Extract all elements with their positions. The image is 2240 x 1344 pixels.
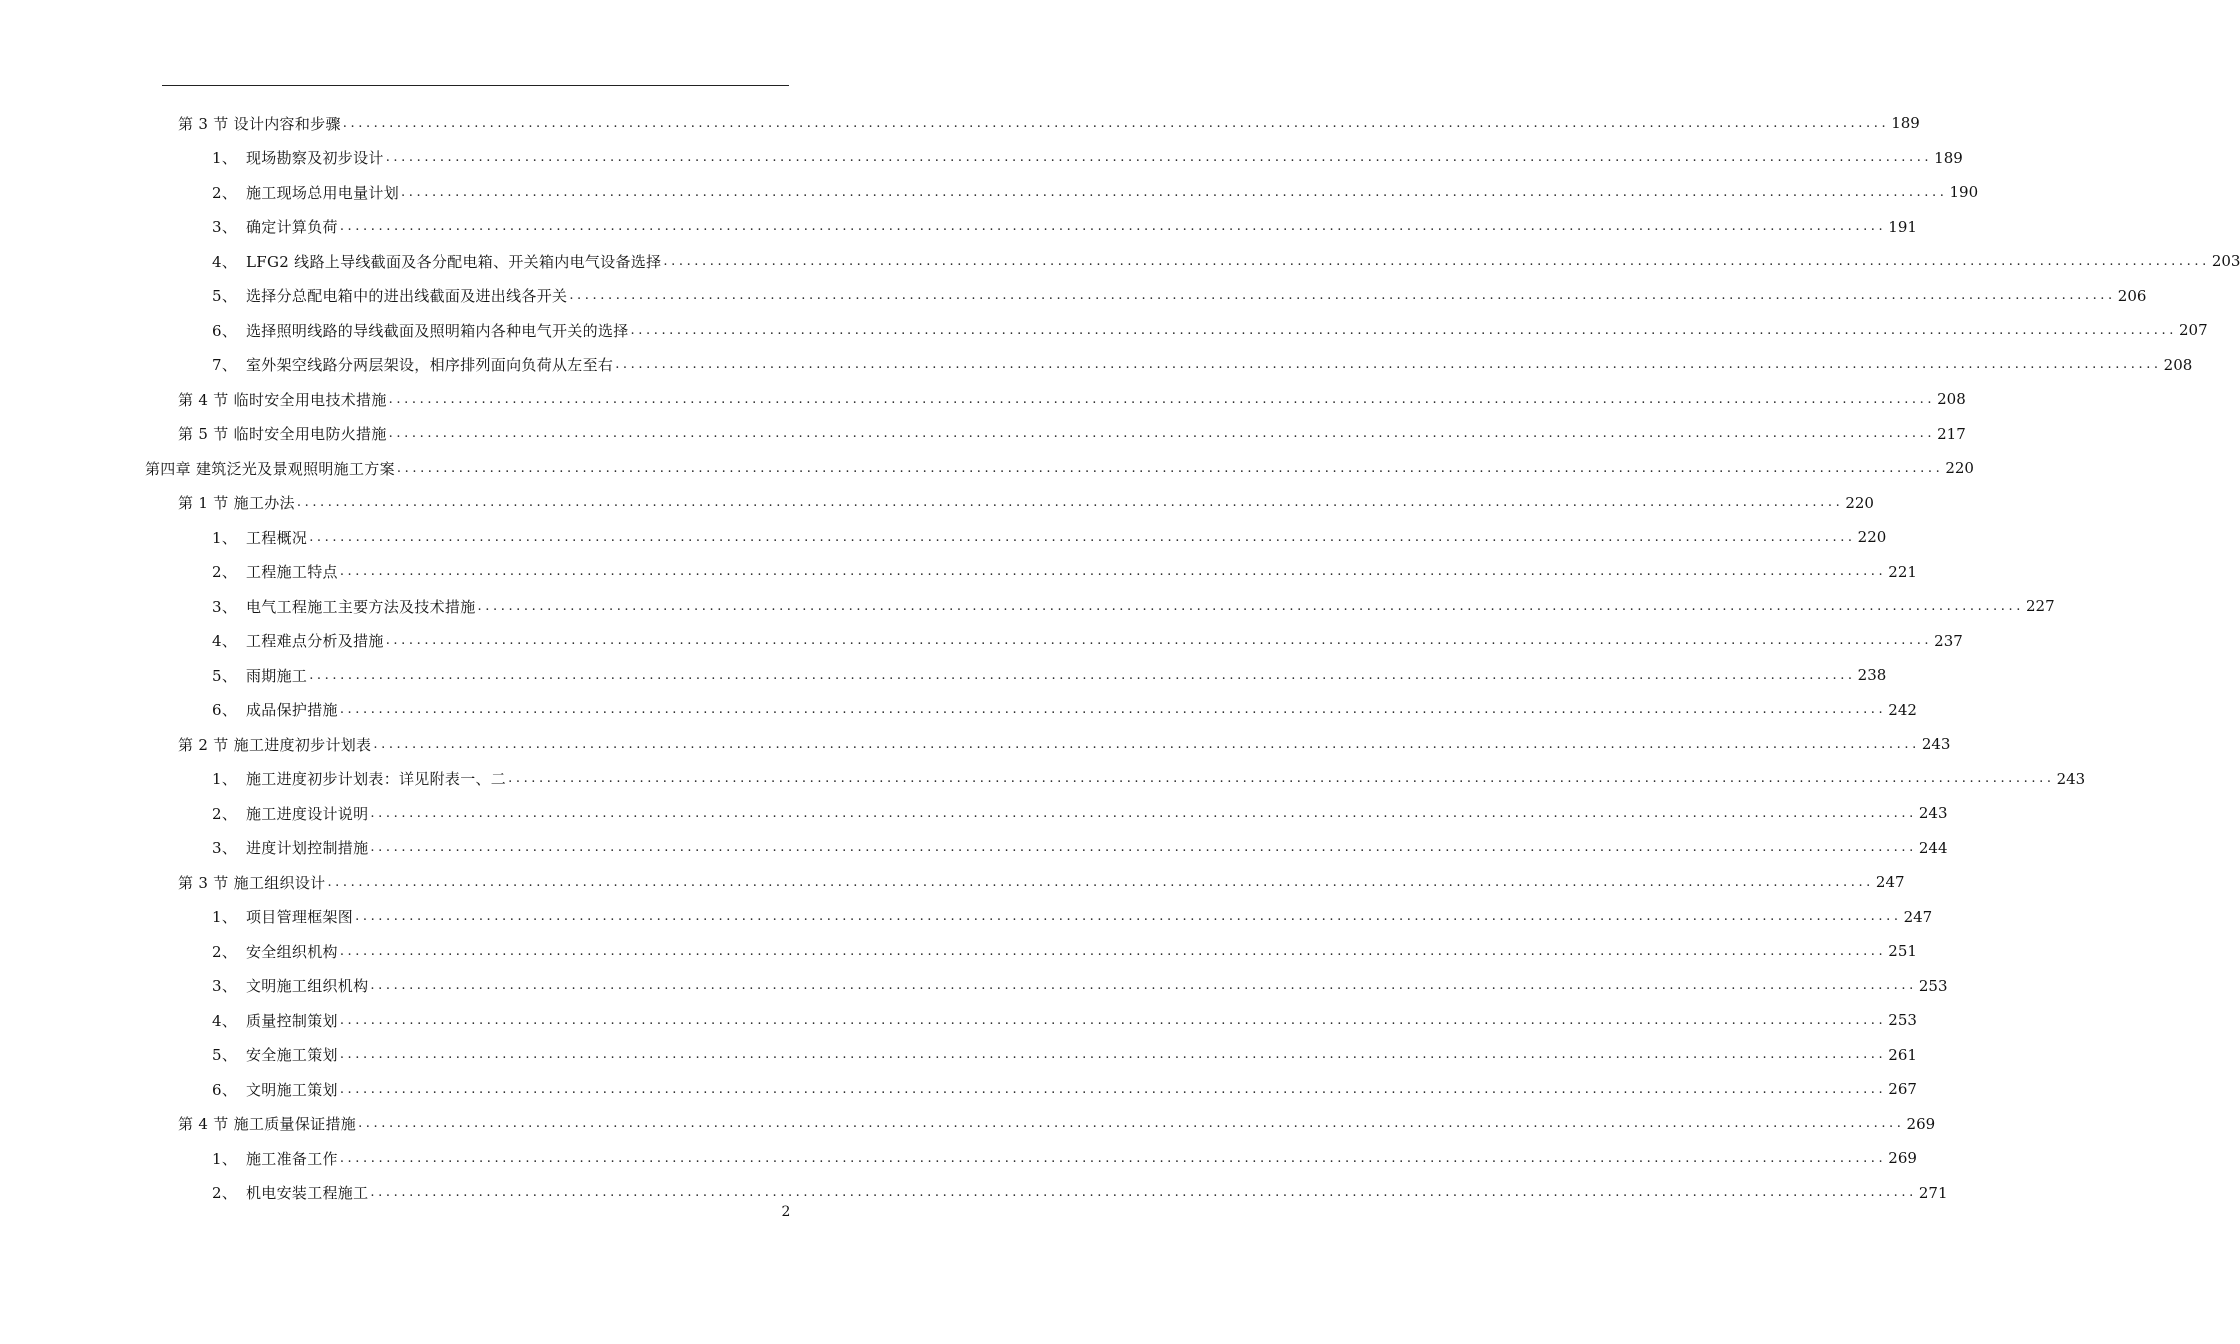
toc-entry-number: 6、 xyxy=(212,701,238,719)
toc-entry-label: 第 4 节 施工质量保证措施 xyxy=(178,1115,357,1133)
toc-entry-label: 施工准备工作 xyxy=(246,1149,338,1168)
toc-entry-title xyxy=(212,665,307,686)
toc-entry-page: 206 xyxy=(2117,286,2147,305)
toc-entry[interactable] xyxy=(212,1072,1917,1106)
toc-leader-dots: ........................................................................................................................................................................................................ xyxy=(339,1012,1887,1028)
toc-entry-number: 1、 xyxy=(212,149,238,167)
toc-entry-label: 施工进度初步计划表：详见附表一、二 xyxy=(246,770,507,788)
toc-entry-page: 220 xyxy=(1845,493,1874,512)
toc-entry-label: 项目管理框架图 xyxy=(246,908,354,926)
toc-leader-dots: ........................................................................................................................................................................................................ xyxy=(339,702,1887,717)
toc-leader-dots: ........................................................................................................................................................................................................ xyxy=(373,736,1920,752)
toc-entry[interactable] xyxy=(178,727,1951,761)
toc-entry[interactable] xyxy=(212,555,1917,589)
toc-entry-title xyxy=(212,147,384,168)
toc-entry-page: 244 xyxy=(1918,838,1948,857)
toc-entry[interactable] xyxy=(178,106,1920,140)
toc-entry[interactable] xyxy=(212,831,1948,865)
toc-entry-title xyxy=(212,1010,338,1031)
toc-entry-label: 质量控制策划 xyxy=(246,1011,338,1030)
toc-entry-number: 3、 xyxy=(212,977,238,995)
toc-entry-title xyxy=(212,182,399,203)
toc-entry-label: 工程难点分析及措施 xyxy=(246,632,384,650)
toc-leader-dots: ........................................................................................................................................................................................................ xyxy=(396,460,1944,476)
toc-entry-title xyxy=(212,906,353,927)
toc-entry[interactable] xyxy=(212,969,1948,1003)
toc-entry-title xyxy=(178,734,371,755)
toc-entry-page: 208 xyxy=(2163,355,2193,374)
toc-entry-title xyxy=(212,251,661,272)
toc-entry-page: 217 xyxy=(1937,424,1966,443)
toc-leader-dots: ........................................................................................................................................................................................................ xyxy=(401,184,1948,200)
toc-entry-label: 施工进度设计说明 xyxy=(246,804,369,823)
toc-entry-page: 191 xyxy=(1888,217,1917,236)
toc-entry-title xyxy=(178,113,341,134)
toc-entry[interactable] xyxy=(212,520,1887,554)
toc-leader-dots: ........................................................................................................................................................................................................ xyxy=(663,253,2210,269)
toc-entry-number: 7、 xyxy=(212,356,238,374)
toc-entry-number: 4、 xyxy=(212,1011,238,1030)
toc-entry[interactable] xyxy=(212,244,2240,278)
toc-leader-dots: ........................................................................................................................................................................................................ xyxy=(615,357,2162,372)
toc-leader-dots: ........................................................................................................................................................................................................ xyxy=(388,391,1936,407)
toc-entry-label: LFG2 线路上导线截面及各分配电箱、开关箱内电气设备选择 xyxy=(246,252,662,271)
toc-entry-label: 第 3 节 施工组织设计 xyxy=(178,873,326,892)
toc-entry-label: 选择照明线路的导线截面及照明箱内各种电气开关的选择 xyxy=(246,321,629,340)
toc-entry-page: 267 xyxy=(1888,1080,1917,1098)
toc-entry-label: 第 3 节 设计内容和步骤 xyxy=(178,114,341,133)
toc-entry[interactable] xyxy=(212,1141,1917,1175)
toc-entry-title xyxy=(212,941,338,962)
toc-entry-label: 施工现场总用电量计划 xyxy=(246,183,400,202)
header-rule xyxy=(162,85,789,86)
toc-entry-title xyxy=(212,1079,338,1100)
toc-entry-title xyxy=(212,561,338,582)
toc-entry-number: 1、 xyxy=(212,1149,238,1168)
toc-entry-label: 确定计算负荷 xyxy=(246,218,338,236)
toc-leader-dots: ........................................................................................................................................................................................................ xyxy=(370,840,1917,855)
toc-leader-dots: ........................................................................................................................................................................................................ xyxy=(630,322,2177,338)
toc-entry-title xyxy=(145,458,395,479)
toc-entry-title xyxy=(212,354,613,375)
toc-entry-number: 6、 xyxy=(212,321,238,340)
toc-entry-page: 189 xyxy=(1934,148,1963,167)
toc-entry-page: 243 xyxy=(2056,769,2086,788)
toc-entry[interactable] xyxy=(212,1176,1948,1210)
toc-leader-dots: ........................................................................................................................................................................................................ xyxy=(327,874,1874,890)
toc-entry-title xyxy=(212,837,368,858)
toc-entry[interactable] xyxy=(212,1038,1917,1072)
toc-entry-label: 第 4 节 临时安全用电技术措施 xyxy=(178,390,387,409)
toc-leader-dots: ........................................................................................................................................................................................................ xyxy=(370,1185,1917,1200)
toc-entry-number: 5、 xyxy=(212,666,238,685)
toc-entry-number: 1、 xyxy=(212,770,238,788)
toc-entry-page: 227 xyxy=(2025,597,2055,615)
toc-entry-label: 第 2 节 施工进度初步计划表 xyxy=(178,735,372,754)
toc-entry-page: 221 xyxy=(1888,562,1917,581)
toc-entry[interactable] xyxy=(212,348,2193,382)
toc-entry-number: 2、 xyxy=(212,563,238,581)
toc-entry-label: 工程施工特点 xyxy=(246,563,338,581)
toc-entry-label: 安全施工策划 xyxy=(246,1046,338,1064)
toc-entry-title xyxy=(212,630,384,651)
toc-entry-title xyxy=(212,1182,368,1203)
toc-entry-label: 室外架空线路分两层架设，相序排列面向负荷从左至右 xyxy=(246,356,614,374)
toc-entry-page: 271 xyxy=(1918,1183,1948,1202)
toc-leader-dots: ........................................................................................................................................................................................................ xyxy=(339,1047,1887,1062)
page-number: 2 xyxy=(781,1204,791,1220)
toc-entry-number: 3、 xyxy=(212,597,238,616)
toc-entry[interactable] xyxy=(178,382,1966,416)
toc-entry-label: 成品保护措施 xyxy=(246,701,338,719)
toc-entry[interactable] xyxy=(212,279,2147,313)
toc-entry[interactable] xyxy=(178,865,1905,899)
toc-leader-dots: ........................................................................................................................................................................................................ xyxy=(355,909,1902,924)
toc-entry-page: 237 xyxy=(1934,631,1963,650)
toc-entry-page: 247 xyxy=(1903,907,1933,926)
toc-entry-label: 选择分总配电箱中的进出线截面及进出线各开关 xyxy=(246,287,568,305)
toc-entry[interactable] xyxy=(178,417,1966,451)
toc-entry-page: 207 xyxy=(2178,321,2208,339)
toc-leader-dots: ........................................................................................................................................................................................................ xyxy=(358,1116,1905,1131)
toc-entry-number: 2、 xyxy=(212,804,238,823)
toc-entry[interactable] xyxy=(212,210,1917,244)
toc-entry-title xyxy=(212,216,338,237)
toc-entry-label: 现场勘察及初步设计 xyxy=(246,149,384,167)
toc-entry-title xyxy=(212,699,338,720)
toc-entry-number: 4、 xyxy=(212,632,238,650)
toc-entry-label: 进度计划控制措施 xyxy=(246,839,369,857)
toc-entry[interactable] xyxy=(212,175,1979,209)
toc-entry-title xyxy=(178,872,325,893)
toc-entry-label: 第四章 建筑泛光及景观照明施工方案 xyxy=(145,459,395,478)
toc-entry-page: 243 xyxy=(1921,735,1951,753)
toc-entry-page: 269 xyxy=(1906,1114,1936,1133)
toc-entry-title xyxy=(212,527,307,548)
toc-leader-dots: ........................................................................................................................................................................................................ xyxy=(569,288,2116,303)
toc-entry-number: 5、 xyxy=(212,287,238,305)
toc-entry-page: 247 xyxy=(1875,873,1905,891)
toc-entry-title xyxy=(178,492,295,513)
toc-leader-dots: ........................................................................................................................................................................................................ xyxy=(339,1081,1887,1097)
toc-entry-title xyxy=(178,1113,356,1134)
toc-leader-dots: ........................................................................................................................................................................................................ xyxy=(342,115,1890,131)
toc-entry[interactable] xyxy=(178,1107,1936,1141)
toc-entry-page: 189 xyxy=(1891,114,1920,132)
toc-entry-number: 3、 xyxy=(212,218,238,236)
toc-entry[interactable] xyxy=(212,313,2208,347)
toc-entry-page: 190 xyxy=(1949,183,1979,201)
toc-entry-title xyxy=(212,596,476,617)
toc-leader-dots: ........................................................................................................................................................................................................ xyxy=(477,598,2024,614)
toc-entry-label: 第 1 节 施工办法 xyxy=(178,494,295,512)
toc-leader-dots: ........................................................................................................................................................................................................ xyxy=(370,978,1917,993)
toc-leader-dots: ........................................................................................................................................................................................................ xyxy=(309,529,1856,545)
toc-entry[interactable] xyxy=(212,762,2086,796)
toc-entry-page: 220 xyxy=(1857,528,1887,546)
toc-entry[interactable] xyxy=(212,141,1963,175)
toc-leader-dots: ........................................................................................................................................................................................................ xyxy=(339,564,1887,579)
toc-entry-page: 203 xyxy=(2211,252,2240,270)
toc-entry[interactable] xyxy=(212,589,2055,623)
toc-leader-dots: ........................................................................................................................................................................................................ xyxy=(339,219,1887,234)
toc-entry-page: 261 xyxy=(1888,1045,1917,1064)
toc-leader-dots: ........................................................................................................................................................................................................ xyxy=(385,633,1933,648)
toc-entry-label: 安全组织机构 xyxy=(246,942,338,961)
toc-entry-number: 5、 xyxy=(212,1046,238,1064)
toc-entry-page: 269 xyxy=(1888,1149,1917,1167)
toc-entry-title xyxy=(212,1148,338,1169)
toc-leader-dots: ........................................................................................................................................................................................................ xyxy=(339,1150,1887,1166)
toc-leader-dots: ........................................................................................................................................................................................................ xyxy=(388,426,1936,441)
toc-entry[interactable] xyxy=(212,624,1963,658)
toc-leader-dots: ........................................................................................................................................................................................................ xyxy=(296,495,1844,510)
toc-entry[interactable] xyxy=(212,693,1917,727)
toc-entry-page: 208 xyxy=(1937,390,1966,408)
toc-entry[interactable] xyxy=(212,658,1887,692)
toc-entry-label: 文明施工策划 xyxy=(246,1080,338,1099)
toc-entry-label: 文明施工组织机构 xyxy=(246,977,369,995)
toc-leader-dots: ........................................................................................................................................................................................................ xyxy=(339,943,1887,959)
toc-entry-page: 251 xyxy=(1888,942,1917,960)
toc-entry[interactable] xyxy=(212,796,1948,830)
toc-entry-number: 2、 xyxy=(212,942,238,961)
toc-entry-number: 2、 xyxy=(212,1184,238,1202)
toc-entry-page: 253 xyxy=(1888,1011,1917,1029)
toc-entry[interactable] xyxy=(212,900,1933,934)
toc-entry-title xyxy=(178,423,387,444)
toc-entry-page: 242 xyxy=(1888,700,1917,719)
toc-entry-title xyxy=(212,285,567,306)
toc-entry-page: 238 xyxy=(1857,666,1887,684)
toc-entry-number: 1、 xyxy=(212,908,238,926)
toc-entry-label: 电气工程施工主要方法及技术措施 xyxy=(246,597,476,616)
toc-entry-label: 机电安装工程施工 xyxy=(246,1184,369,1202)
toc-entry-title xyxy=(212,803,368,824)
toc-entry-number: 4、 xyxy=(212,252,238,271)
toc-entry-title xyxy=(212,768,506,789)
toc-entry-page: 253 xyxy=(1918,976,1948,995)
toc-entry-number: 3、 xyxy=(212,839,238,857)
toc-entry-page: 243 xyxy=(1918,804,1948,822)
toc-leader-dots: ........................................................................................................................................................................................................ xyxy=(309,667,1856,683)
toc-entry-title xyxy=(178,389,387,410)
toc-entry-title xyxy=(212,975,368,996)
toc-entry[interactable] xyxy=(145,451,1974,485)
toc-entry[interactable] xyxy=(212,934,1917,968)
toc-entry-number: 6、 xyxy=(212,1080,238,1099)
toc-entry-label: 工程概况 xyxy=(246,528,308,547)
toc-entry[interactable] xyxy=(178,486,1874,520)
toc-entry-label: 第 5 节 临时安全用电防火措施 xyxy=(178,425,387,443)
toc-entry-page: 220 xyxy=(1945,459,1974,477)
toc-entry-title xyxy=(212,320,629,341)
toc-entry[interactable] xyxy=(212,1003,1917,1037)
toc-leader-dots: ........................................................................................................................................................................................................ xyxy=(385,150,1933,165)
toc-leader-dots: ........................................................................................................................................................................................................ xyxy=(508,771,2055,786)
toc-leader-dots: ........................................................................................................................................................................................................ xyxy=(370,805,1917,821)
toc-entry-number: 2、 xyxy=(212,183,238,202)
toc-entry-number: 1、 xyxy=(212,528,238,547)
toc-entry-label: 雨期施工 xyxy=(246,666,308,685)
toc-entry-title xyxy=(212,1044,338,1065)
